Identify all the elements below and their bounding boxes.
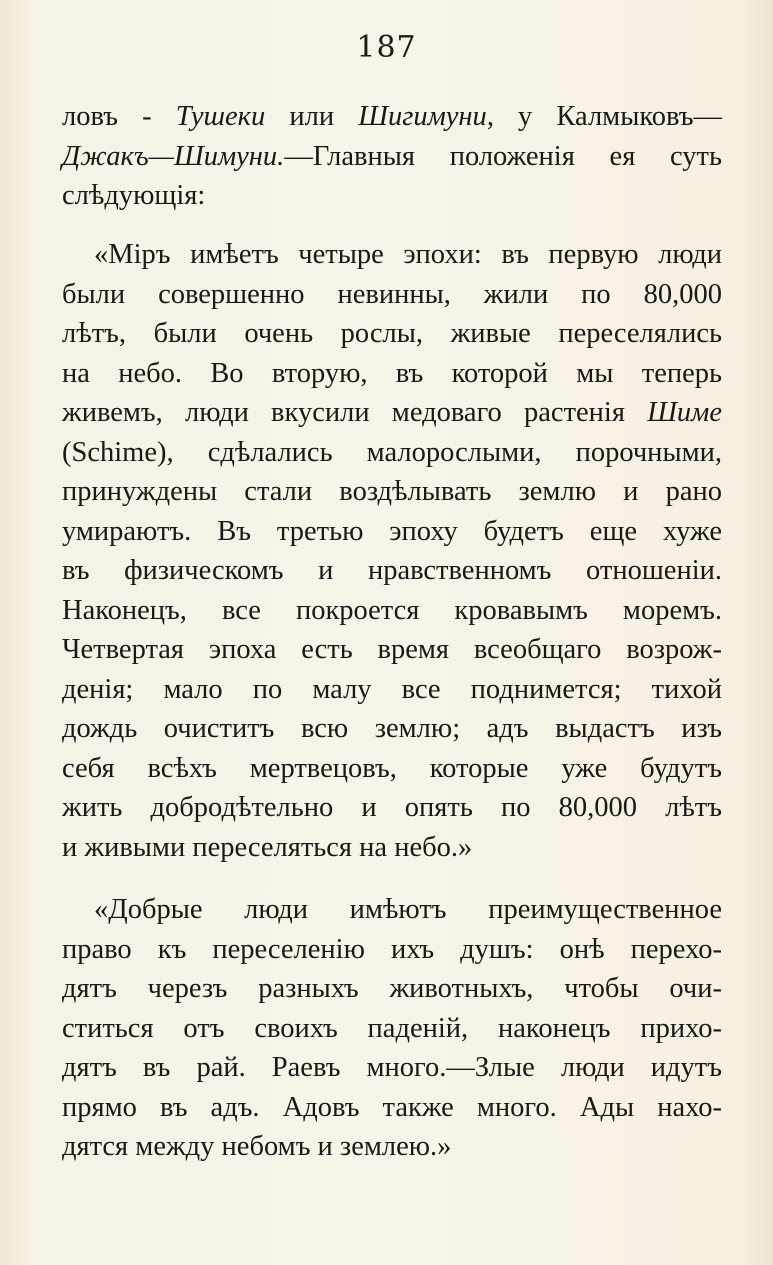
paragraph-3 — [62, 890, 722, 1167]
text-line: себя всѣхъ мертвецовъ, которые уже будутъ — [62, 752, 722, 784]
text-line: умираютъ. Въ третью эпоху будетъ еще хуже — [62, 515, 722, 547]
text-line: дождь очиститъ всю землю; адъ выдастъ изъ — [62, 713, 722, 744]
text-line: прямо въ адъ. Адовъ также много. Ады нахо- — [62, 1091, 722, 1123]
paragraph-1 — [62, 97, 722, 216]
text-line: жить добродѣтельно и опять по 80,000 лѣтъ — [62, 792, 722, 823]
text-line: дятъ въ рай. Раевъ много.—Злые люди идутъ — [62, 1052, 722, 1083]
text-line: ститься отъ своихъ паденій, наконецъ прихо- — [62, 1012, 722, 1044]
text-line: «Міръ имѣетъ четыре эпохи: въ первую люди — [94, 239, 722, 270]
text-line: на небо. Во вторую, въ которой мы теперь — [62, 357, 722, 389]
text-line: ловъ - Тушеки или Шигимуни, у Калмыковъ— — [62, 101, 722, 132]
text-line: (Schime), сдѣлались малорослыми, порочными, — [62, 436, 722, 468]
text-line: дятся между небомъ и землею.» — [62, 1131, 452, 1162]
text-line: въ физическомъ и нравственномъ отношеніи. — [62, 555, 722, 586]
text-line: денія; мало по малу все поднимется; тихой — [62, 673, 722, 705]
text-line: и живыми переселяться на небо.» — [62, 831, 473, 863]
text-line: живемъ, люди вкусили медоваго растенія Шиме — [62, 397, 722, 428]
text-line: право къ переселенію ихъ душъ: онѣ перехо- — [62, 933, 722, 965]
text-line: принуждены стали воздѣлывать землю и рано — [62, 476, 722, 507]
text-line: Джакъ—Шимуни.—Главныя положенія ея суть — [62, 140, 722, 172]
text-line: слѣдующія: — [62, 180, 206, 211]
paragraph-2 — [62, 235, 722, 867]
text-line: были совершенно невинны, жили по 80,000 — [62, 278, 722, 310]
text-line: дятъ черезъ разныхъ животныхъ, чтобы очи- — [62, 973, 722, 1004]
page-number: 187 — [356, 30, 417, 65]
text-line: Четвертая эпоха есть время всеобщаго возрож- — [62, 634, 722, 665]
text-line: Наконецъ, все покроется кровавымъ моремъ. — [62, 594, 722, 626]
text-line: лѣтъ, были очень рослы, живые переселялись — [62, 318, 722, 349]
text-line: «Добрые люди имѣютъ преимущественное — [94, 894, 722, 925]
